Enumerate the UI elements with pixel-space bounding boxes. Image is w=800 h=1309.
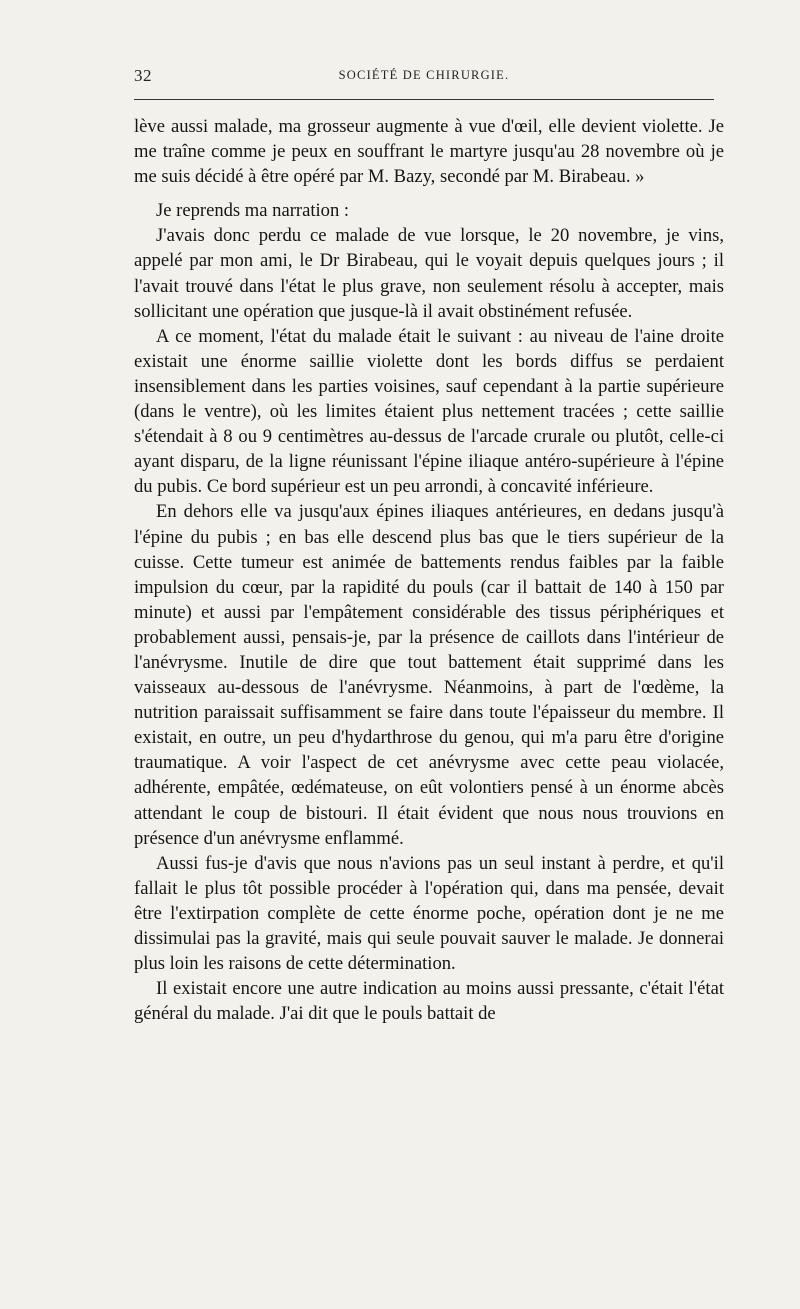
running-title: SOCIÉTÉ DE CHIRURGIE. [338,68,510,82]
page-header [134,66,714,90]
header-rule [134,99,714,100]
paragraph: En dehors elle va jusqu'aux épines iliaques antérieures, en dedans jusqu'à l'épine du pubis ; en bas elle descend plus bas que le tiers supérieur de la cuisse. Cette tumeur est animée de battements rendus faibles par la faible impulsion du cœur, par la rapidité du pouls (car il battait de 140 à 150 par minute) et aussi par l'empâtement considérable des tissus périphériques et probablement aussi, pensais-je, par la présence de caillots dans l'intérieur de l'anévrysme. Inutile de dire que tout battement était supprimé dans les vaisseaux au-dessous de l'anévrysme. Néanmoins, à part de l'œdème, la nutrition paraissait suffisamment se faire dans toute l'épaisseur du membre. Il existait, en outre, un peu d'hydarthrose du genou, qui m'a paru être d'origine traumatique. A voir l'aspect de cet anévrysme avec cette peau violacée, adhérente, empâtée, œdémateuse, on eût volontiers pensé à un énorme abcès attendant le coup de bistouri. Il était évident que nous nous trouvions en présence d'un anévrysme enflammé. [134,501,724,849]
paragraph: A ce moment, l'état du malade était le suivant : au niveau de l'aine droite existait une énorme saillie violette dont les bords diffus se perdaient insensiblement dans les parties voisines, sauf cependant à la partie supérieure (dans le ventre), où les limites étaient plus nettement tracées ; cette saillie s'étendait à 8 ou 9 centimètres au-dessus de l'arcade crurale ou plutôt, celle-ci ayant disparu, de la ligne réunissant l'épine iliaque antéro-supérieure à l'épine du pubis. Ce bord supérieur est un peu arrondi, à concavité inférieure. [134,325,724,498]
paragraph: Aussi fus-je d'avis que nous n'avions pas un seul instant à perdre, et qu'il fallait le plus tôt possible procéder à l'opération qui, dans ma pensée, devait être l'extirpation complète de cette énorme poche, opération dont je ne me dissimulai pas la gravité, mais qui seule pouvait sauver le malade. Je donnerai plus loin les raisons de cette détermination. [134,852,724,975]
paragraph: lève aussi malade, ma grosseur augmente à vue d'œil, elle devient violette. Je me traîne comme je peux en souffrant le martyre jusqu'au 28 novembre où je me suis décidé à être opéré par M. Bazy, secondé par M. Birabeau. » [134,116,724,188]
paragraph: Je reprends ma narration : [156,200,350,222]
paragraph: J'avais donc perdu ce malade de vue lorsque, le 20 novembre, je vins, appelé par mon ami, le Dr Birabeau, qui le voyait depuis quelques jours ; il l'avait trouvé dans l'état le plus grave, non seulement résolu à accepter, mais sollicitant une opération que jusque-là il avait obstinément refusée. [134,225,724,322]
page-number: 32 [134,66,152,85]
paragraph: Il existait encore une autre indication au moins aussi pressante, c'était l'état général du malade. J'ai dit que le pouls battait de [134,978,724,1025]
body-text [134,114,724,1026]
